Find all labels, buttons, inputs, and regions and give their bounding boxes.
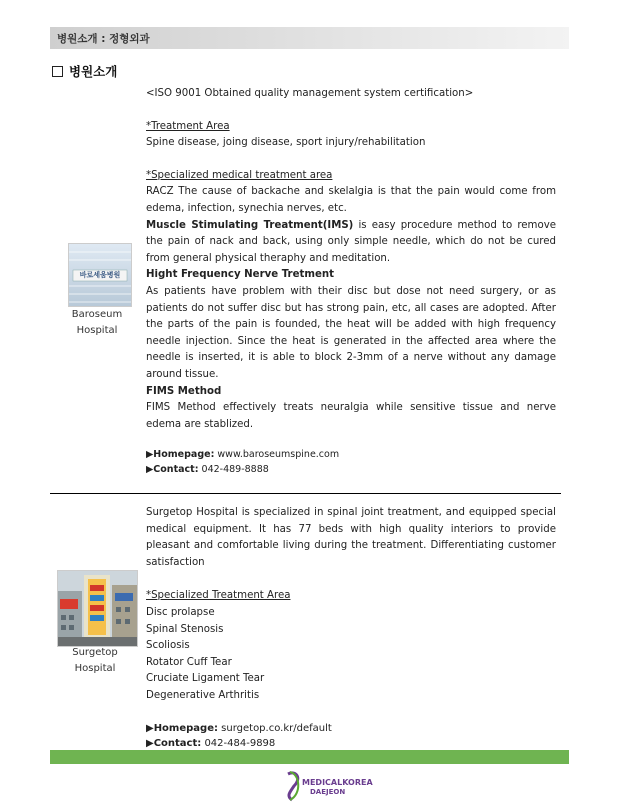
ims-title: Muscle Stimulating Treatment(IMS): [146, 219, 354, 231]
surgetop-details: [146, 505, 556, 751]
caption-line1: Baroseum: [71, 309, 123, 320]
contact-label: ▶Contact:: [146, 737, 202, 749]
hf-title: Hight Frequency Nerve Tretment: [146, 269, 334, 281]
list-item: Cruciate Ligament Tear: [146, 673, 265, 685]
racz-text: RACZ The cause of backache and skelalgia is that the pain would come from edema, infection, synechia nerves, etc.: [146, 186, 556, 214]
baroseum-hospital-caption: [57, 307, 137, 339]
checkbox-square-icon: [52, 66, 63, 77]
surgetop-intro: Surgetop Hospital is specialized in spinal joint treatment, and equipped special medical equipment. It has 77 beds with high quality interiors to provide pleasant and comfortable living during the treatment. Differentiating customer satisfaction: [146, 507, 556, 568]
list-item: Spinal Stenosis: [146, 623, 224, 635]
fims-title: FIMS Method: [146, 385, 222, 397]
surgetop-hospital-photo: [57, 570, 138, 647]
homepage-label: ▶Homepage:: [146, 722, 218, 734]
homepage-link[interactable]: surgetop.co.kr/default: [217, 722, 332, 734]
fims-text: FIMS Method effectively treats neuralgia while sensitive tissue and nerve edema are stablized.: [146, 402, 556, 430]
contact-label: ▶Contact:: [146, 464, 199, 476]
contact-phone: 042-489-8888: [198, 464, 269, 476]
contact-line: [146, 736, 556, 751]
section-title-text: 병원소개: [69, 64, 118, 79]
logo-text-bottom: DAEJEON: [310, 788, 346, 796]
hf-text: As patients have problem with their disc but dose not need surgery, or as patients do not suffer disc but has strong pain, etc, all cases are adopted. After the parts of the pain is founded, the heat will be added with high frequency needle injection. Since the heat is generated in the affected area where the needle is inserted, it is able to block 2-3mm of a nerve without any damage around tissue.: [146, 285, 556, 380]
ims-text: is easy procedure method to remove the pain of nack and back, using only simple needle, which do not be cured from general physical theraphy and meditation.: [146, 219, 557, 264]
specialized-heading: *Specialized medical treatment area: [146, 169, 333, 181]
treatment-area-text: Spine disease, joing disease, sport injury/rehabilitation: [146, 137, 426, 149]
treatment-area-heading: *Treatment Area: [146, 120, 230, 132]
homepage-label: ▶Homepage:: [146, 449, 215, 461]
footer-bar: [50, 750, 569, 764]
list-item: Disc prolapse: [146, 606, 215, 618]
contact-phone: 042-484-9898: [201, 737, 276, 749]
homepage-line: [146, 447, 556, 462]
page-header-title: 병원소개 : 정형외과: [57, 33, 150, 45]
ims-paragraph: [146, 218, 556, 268]
iso-certification: <ISO 9001 Obtained quality management system certification>: [146, 88, 474, 99]
medicalkorea-daejeon-logo: [280, 768, 380, 804]
baroseum-hospital-photo: [68, 243, 132, 307]
caption-line1: Surgetop: [72, 647, 118, 658]
contact-line: [146, 462, 556, 477]
list-item: Scoliosis: [146, 640, 190, 652]
baroseum-details: [146, 86, 556, 477]
section-divider: [50, 493, 561, 494]
specialized-heading: *Specialized Treatment Area: [146, 590, 291, 602]
homepage-line: [146, 721, 556, 736]
section-title: [52, 62, 117, 80]
caption-line2: Hospital: [76, 325, 118, 336]
homepage-link[interactable]: www.baroseumspine.com: [214, 449, 340, 461]
list-item: Rotator Cuff Tear: [146, 656, 232, 668]
baroseum-sign-text: 바로세움병원: [79, 271, 121, 279]
caption-line2: Hospital: [74, 663, 116, 674]
surgetop-hospital-caption: [55, 645, 135, 677]
logo-text-top: MEDICALKOREA: [302, 778, 373, 787]
list-item: Degenerative Arthritis: [146, 689, 260, 701]
